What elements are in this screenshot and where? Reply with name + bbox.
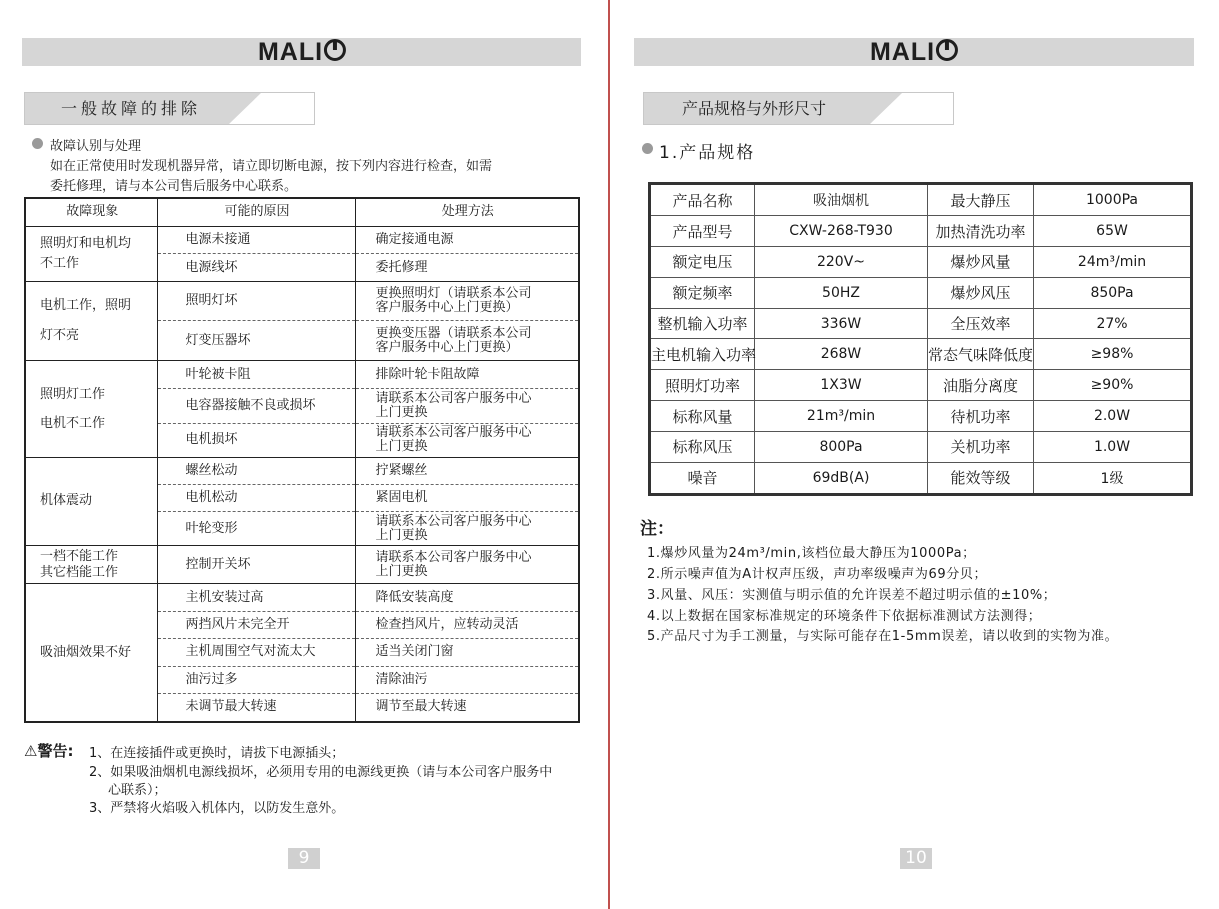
solution-line: 更换照明灯（请联系本公司 (375, 286, 532, 302)
spec-value: 1.0W (1034, 431, 1192, 462)
spec-row (650, 216, 1192, 247)
intro-heading: 故障认别与处理 (50, 139, 142, 154)
fault-cause (157, 693, 355, 722)
spec-label: 能效等级 (928, 462, 1034, 494)
fault-symptom (25, 282, 157, 361)
spec-label: 爆炒风压 (928, 277, 1034, 308)
cause-line: 油污过多 (185, 671, 238, 687)
symptom-line: 灯不亮 (40, 328, 80, 344)
cause-line: 螺丝松动 (185, 462, 238, 478)
fault-solution (355, 512, 579, 545)
fault-cause (157, 611, 355, 638)
cause-line: 电源线坏 (185, 259, 238, 275)
fault-solution (355, 666, 579, 693)
symptom-line: 其它档能工作 (40, 564, 119, 580)
spec-value: 吸油烟机 (755, 184, 928, 216)
solution-line: 上门更换 (375, 527, 428, 543)
spec-label: 产品名称 (650, 184, 755, 216)
symptom-line: 不工作 (40, 255, 80, 271)
solution-line: 更换变压器（请联系本公司 (375, 325, 532, 341)
note-item: 4.以上数据在国家标准规定的环境条件下依据标准测试方法测得； (647, 609, 1042, 624)
spec-label: 标称风量 (650, 401, 755, 432)
spec-row (650, 401, 1192, 432)
spec-value: 27% (1034, 308, 1192, 339)
fault-cause (157, 226, 355, 253)
spec-value: 65W (1034, 216, 1192, 247)
table-row (25, 226, 579, 253)
spec-row (650, 462, 1192, 494)
symptom-line: 电机工作，照明 (40, 298, 132, 314)
fault-cause (157, 457, 355, 484)
fault-cause (157, 545, 355, 584)
spec-value: 268W (755, 339, 928, 370)
fault-cause (157, 512, 355, 545)
spec-row (650, 308, 1192, 339)
fault-solution (355, 611, 579, 638)
fault-cause (157, 639, 355, 666)
fault-cause (157, 485, 355, 512)
spec-value: CXW-268-T930 (755, 216, 928, 247)
solution-line: 客户服务中心上门更换） (375, 339, 519, 355)
cause-line: 叶轮变形 (185, 520, 238, 536)
spec-value: 21m³/min (755, 401, 928, 432)
page-divider (608, 0, 610, 909)
header-cause: 可能的原因 (157, 198, 355, 226)
fault-cause (157, 584, 355, 611)
table-row (25, 584, 579, 611)
warning-2a: 2、如果吸油烟机电源线损坏，必须用专用的电源线更换（请与本公司客户服务中 (89, 765, 553, 780)
spec-label: 产品型号 (650, 216, 755, 247)
spec-row (650, 339, 1192, 370)
solution-line: 确定接通电源 (375, 231, 454, 247)
cause-line: 灯变压器坏 (185, 332, 251, 348)
solution-line: 上门更换 (375, 439, 428, 455)
spec-label: 最大静压 (928, 184, 1034, 216)
header-symptom: 故障现象 (25, 198, 157, 226)
page-number-right: 10 (900, 848, 932, 869)
warning-3: 3、严禁将火焰吸入机体内，以防发生意外。 (89, 801, 345, 816)
spec-label: 常态气味降低度 (928, 339, 1034, 370)
solution-line: 上门更换 (375, 404, 428, 420)
brand-logo-power-icon (324, 39, 346, 61)
solution-line: 拧紧螺丝 (375, 462, 428, 478)
header-solution: 处理方法 (355, 198, 579, 226)
symptom-line: 照明灯工作 (40, 387, 106, 403)
spec-value: 850Pa (1034, 277, 1192, 308)
solution-line: 请联系本公司客户服务中心 (375, 513, 532, 529)
cause-line: 电机损坏 (185, 432, 238, 448)
fault-solution (355, 639, 579, 666)
brand-logo (258, 38, 346, 66)
spec-value: 1级 (1034, 462, 1192, 494)
fault-solution (355, 457, 579, 484)
solution-line: 委托修理 (375, 259, 428, 275)
spec-label: 加热清洗功率 (928, 216, 1034, 247)
bullet-icon-right (642, 143, 653, 154)
solution-line: 调节至最大转速 (375, 699, 467, 715)
page-number-left: 9 (288, 848, 320, 869)
intro-line-1: 如在正常使用时发现机器异常，请立即切断电源，按下列内容进行检查，如需 (50, 159, 493, 174)
cause-line: 主机安装过高 (185, 589, 264, 605)
spec-row (650, 431, 1192, 462)
cause-line: 叶轮被卡阻 (185, 366, 251, 382)
spec-label: 额定电压 (650, 247, 755, 278)
fault-solution (355, 485, 579, 512)
fault-solution (355, 545, 579, 584)
fault-cause (157, 320, 355, 361)
symptom-line: 电机不工作 (40, 416, 106, 432)
fault-solution (355, 361, 579, 388)
cause-line: 电容器接触不良或损坏 (185, 397, 316, 413)
symptom-line: 照明灯和电机均 (40, 235, 132, 251)
left-header-bar (22, 38, 581, 66)
solution-line: 紧固电机 (375, 490, 428, 506)
solution-line: 客户服务中心上门更换） (375, 300, 519, 316)
solution-line: 适当关闭门窗 (375, 644, 454, 660)
cause-line: 两挡风片未完全开 (185, 617, 290, 633)
solution-line: 清除油污 (375, 671, 428, 687)
spec-row (650, 184, 1192, 216)
solution-line: 请联系本公司客户服务中心 (375, 549, 532, 565)
solution-line: 上门更换 (375, 563, 428, 579)
spec-heading: 1.产品规格 (659, 143, 756, 163)
fault-solution (355, 253, 579, 281)
solution-line: 检查挡风片，应转动灵活 (375, 617, 519, 633)
brand-logo-text: MALI (257, 38, 324, 66)
spec-value: 2.0W (1034, 401, 1192, 432)
note-item: 1.爆炒风量为24m³/min,该档位最大静压为1000Pa； (647, 546, 976, 561)
cause-line: 控制开关坏 (185, 556, 251, 572)
spec-value: 336W (755, 308, 928, 339)
intro-line-2: 委托修理，请与本公司售后服务中心联系。 (50, 179, 298, 194)
cause-line: 电机松动 (185, 490, 238, 506)
note-item: 3.风量、风压：实测值与明示值的允许误差不超过明示值的±10%； (647, 588, 1057, 603)
spec-value: ≥98% (1034, 339, 1192, 370)
spec-row (650, 277, 1192, 308)
table-row (25, 457, 579, 484)
fault-solution (355, 388, 579, 424)
spec-value: 1X3W (755, 370, 928, 401)
brand-logo-power-icon-right (936, 39, 958, 61)
solution-line: 请联系本公司客户服务中心 (375, 425, 532, 441)
warning-2b: 心联系）； (108, 783, 167, 798)
spec-value: 50HZ (755, 277, 928, 308)
right-section-header (643, 92, 954, 125)
spec-label: 整机输入功率 (650, 308, 755, 339)
fault-cause (157, 388, 355, 424)
symptom-line: 机体震动 (40, 493, 93, 509)
cause-line: 未调节最大转速 (185, 699, 277, 715)
fault-cause (157, 666, 355, 693)
table-row (25, 545, 579, 584)
spec-label: 油脂分离度 (928, 370, 1034, 401)
fault-solution (355, 424, 579, 457)
spec-label: 关机功率 (928, 431, 1034, 462)
spec-value: 800Pa (755, 431, 928, 462)
spec-row (650, 247, 1192, 278)
fault-symptom (25, 226, 157, 282)
table-row (25, 361, 579, 388)
notes-title: 注： (640, 519, 674, 539)
symptom-line: 一档不能工作 (40, 548, 119, 564)
section-title: 一般故障的排除 (61, 99, 202, 118)
brand-logo-text-right: MALI (869, 38, 936, 66)
spec-table (648, 182, 1193, 496)
warning-1: 1、在连接插件或更换时，请拔下电源插头； (89, 746, 345, 761)
spec-value: 69dB(A) (755, 462, 928, 494)
solution-line: 请联系本公司客户服务中心 (375, 390, 532, 406)
fault-solution (355, 584, 579, 611)
fault-symptom (25, 361, 157, 457)
fault-table (24, 197, 580, 723)
fault-cause (157, 361, 355, 388)
fault-symptom (25, 457, 157, 545)
spec-label: 照明灯功率 (650, 370, 755, 401)
fault-solution (355, 693, 579, 722)
bullet-icon (32, 138, 43, 149)
cause-line: 电源未接通 (185, 231, 251, 247)
spec-label: 全压效率 (928, 308, 1034, 339)
solution-line: 降低安装高度 (375, 589, 454, 605)
spec-section-title: 产品规格与外形尺寸 (682, 99, 827, 118)
spec-label: 待机功率 (928, 401, 1034, 432)
spec-value: 220V~ (755, 247, 928, 278)
spec-value: 1000Pa (1034, 184, 1192, 216)
cause-line: 照明灯坏 (185, 293, 238, 309)
spec-value: ≥90% (1034, 370, 1192, 401)
fault-symptom (25, 545, 157, 584)
note-item: 2.所示噪声值为A计权声压级，声功率级噪声为69分贝； (647, 567, 988, 582)
note-item: 5.产品尺寸为手工测量，与实际可能存在1-5mm误差，请以收到的实物为准。 (647, 629, 1119, 644)
fault-solution (355, 226, 579, 253)
fault-solution (355, 282, 579, 321)
table-row (25, 282, 579, 321)
right-header-bar (634, 38, 1194, 66)
fault-cause (157, 282, 355, 321)
fault-cause (157, 253, 355, 281)
spec-value: 24m³/min (1034, 247, 1192, 278)
symptom-line: 吸油烟效果不好 (40, 644, 132, 660)
cause-line: 主机周围空气对流太大 (185, 644, 316, 660)
spec-label: 标称风压 (650, 431, 755, 462)
brand-logo-right (870, 38, 958, 66)
spec-label: 爆炒风量 (928, 247, 1034, 278)
fault-symptom (25, 584, 157, 722)
spec-label: 额定频率 (650, 277, 755, 308)
solution-line: 排除叶轮卡阻故障 (375, 366, 480, 382)
fault-cause (157, 424, 355, 457)
left-section-header (24, 92, 315, 125)
warning-label: ⚠警告: (24, 742, 74, 760)
spec-label: 噪音 (650, 462, 755, 494)
spec-label: 主电机输入功率 (650, 339, 755, 370)
fault-solution (355, 320, 579, 361)
spec-row (650, 370, 1192, 401)
